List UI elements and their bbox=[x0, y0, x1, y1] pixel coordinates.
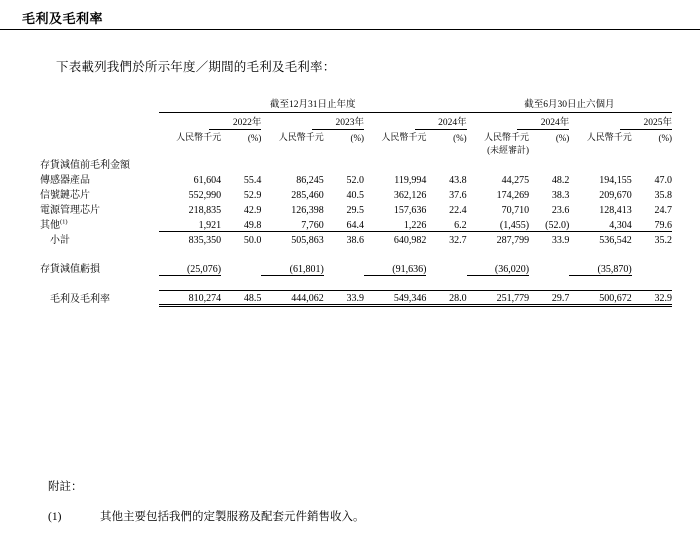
cell: 6.2 bbox=[454, 219, 467, 231]
cell: 49.8 bbox=[243, 219, 262, 231]
unit-2023: 人民幣千元 bbox=[278, 132, 324, 142]
row-group-title: 存貨減值前毛利金額 bbox=[40, 160, 130, 171]
cell: 285,460 bbox=[291, 190, 324, 201]
table-spacer bbox=[40, 275, 672, 290]
cell: 52.0 bbox=[346, 175, 365, 186]
notes-title: 附註： bbox=[48, 481, 83, 493]
cell: 43.8 bbox=[449, 175, 467, 186]
cell: (1,455) bbox=[499, 219, 530, 231]
row-group-title-row bbox=[40, 156, 672, 171]
cell: 194,155 bbox=[599, 175, 632, 186]
cell: 70,710 bbox=[501, 205, 530, 216]
unit-2024-interim: 人民幣千元 bbox=[484, 132, 530, 142]
cell: 61,604 bbox=[193, 175, 222, 186]
cell: 32.7 bbox=[426, 231, 466, 246]
footnote-marker: (1) bbox=[60, 218, 68, 226]
cell: 126,398 bbox=[291, 205, 324, 216]
row-label-other bbox=[40, 216, 159, 231]
unit-2022: 人民幣千元 bbox=[176, 132, 222, 142]
cell: 640,982 bbox=[364, 231, 426, 246]
table-header bbox=[40, 96, 672, 156]
cell: 209,670 bbox=[599, 190, 632, 201]
table-row-impairment bbox=[40, 260, 672, 275]
cell: 38.3 bbox=[551, 190, 570, 201]
cell: 50.0 bbox=[221, 231, 261, 246]
cell: 55.4 bbox=[243, 175, 262, 186]
year-2022: 2022年 bbox=[159, 114, 262, 130]
row-label-sensor: 傳感器產品 bbox=[40, 175, 90, 186]
cell: 1,921 bbox=[198, 219, 222, 231]
cell: (35,870) bbox=[569, 260, 631, 275]
cell: 157,636 bbox=[393, 205, 427, 216]
cell: 48.2 bbox=[551, 175, 570, 186]
cell: 52.9 bbox=[243, 190, 262, 201]
cell: 33.9 bbox=[324, 290, 364, 305]
cell: 37.6 bbox=[449, 190, 467, 201]
cell: 44,275 bbox=[501, 175, 530, 186]
cell: 22.4 bbox=[449, 205, 467, 216]
cell: 4,304 bbox=[609, 219, 632, 231]
cell bbox=[324, 260, 364, 275]
footnote-1-text: 其他主要包括我們的定製服務及配套元件銷售收入。 bbox=[100, 511, 365, 523]
cell: 38.6 bbox=[324, 231, 364, 246]
table-body bbox=[40, 156, 672, 305]
intro-paragraph: 下表載列我們於所示年度／期間的毛利及毛利率： bbox=[56, 60, 336, 74]
group-header-row bbox=[40, 96, 672, 114]
cell: 1,226 bbox=[403, 219, 427, 231]
footnote-1 bbox=[48, 508, 668, 524]
cell: 79.6 bbox=[654, 219, 672, 231]
unit-2024: 人民幣千元 bbox=[381, 132, 427, 142]
cell: 549,346 bbox=[364, 290, 426, 305]
pct-2024: (%) bbox=[453, 133, 467, 143]
cell: 810,274 bbox=[159, 290, 221, 305]
row-label-power-management: 電源管理芯片 bbox=[40, 205, 100, 216]
cell bbox=[221, 260, 261, 275]
group-header-interim: 截至6月30日止六個月 bbox=[467, 96, 672, 114]
row-label-gross-profit: 毛利及毛利率 bbox=[50, 294, 110, 305]
group-header-annual: 截至12月31日止年度 bbox=[159, 96, 467, 114]
cell: 536,542 bbox=[569, 231, 631, 246]
cell: 35.8 bbox=[654, 190, 672, 201]
row-label-other-text: 其他 bbox=[40, 220, 60, 231]
pct-2022: (%) bbox=[247, 133, 262, 143]
cell: 42.9 bbox=[243, 205, 262, 216]
cell: 835,350 bbox=[159, 231, 221, 246]
table-row-total bbox=[40, 290, 672, 305]
cell: 7,760 bbox=[301, 219, 324, 231]
page-title: 毛利及毛利率 bbox=[22, 11, 104, 26]
cell: 48.5 bbox=[221, 290, 261, 305]
table-row bbox=[40, 171, 672, 186]
unit-2025-interim: 人民幣千元 bbox=[586, 132, 632, 142]
table-row bbox=[40, 201, 672, 216]
cell: (36,020) bbox=[467, 260, 529, 275]
cell: 287,799 bbox=[467, 231, 529, 246]
cell bbox=[529, 260, 569, 275]
row-label-subtotal: 小計 bbox=[50, 235, 70, 246]
year-2024-interim: 2024年 bbox=[467, 114, 570, 130]
title-divider bbox=[0, 29, 700, 30]
cell bbox=[632, 260, 672, 275]
cell: 552,990 bbox=[188, 190, 222, 201]
cell: 444,062 bbox=[261, 290, 323, 305]
cell: 218,835 bbox=[188, 205, 222, 216]
pct-2023: (%) bbox=[350, 133, 365, 143]
financial-table bbox=[40, 96, 672, 307]
table-spacer bbox=[40, 246, 672, 260]
unit-header-row bbox=[40, 130, 672, 143]
cell: 505,863 bbox=[261, 231, 323, 246]
cell: (25,076) bbox=[159, 260, 221, 275]
cell: 362,126 bbox=[393, 190, 427, 201]
year-2024: 2024年 bbox=[364, 114, 467, 130]
cell: 32.9 bbox=[632, 290, 672, 305]
cell: 24.7 bbox=[654, 205, 672, 216]
cell: 29.5 bbox=[346, 205, 365, 216]
cell: 35.2 bbox=[632, 231, 672, 246]
cell: 500,672 bbox=[569, 290, 631, 305]
row-label-signal-chain: 信號鏈芯片 bbox=[40, 190, 90, 201]
table-row bbox=[40, 186, 672, 201]
year-header-row bbox=[40, 114, 672, 130]
footnote-1-number: (1) bbox=[48, 511, 62, 523]
pct-2024-interim: (%) bbox=[555, 133, 570, 143]
cell: (91,636) bbox=[364, 260, 426, 275]
unaudited-note: (未經審計) bbox=[487, 145, 530, 155]
cell: 47.0 bbox=[654, 175, 672, 186]
cell: 86,245 bbox=[296, 175, 324, 186]
cell: 40.5 bbox=[346, 190, 365, 201]
cell: 23.6 bbox=[551, 205, 570, 216]
cell: 119,994 bbox=[394, 175, 427, 186]
cell: 64.4 bbox=[346, 219, 365, 231]
row-label-impairment: 存貨減值虧損 bbox=[40, 264, 100, 275]
cell: 29.7 bbox=[529, 290, 569, 305]
cell: 33.9 bbox=[529, 231, 569, 246]
year-2023: 2023年 bbox=[261, 114, 364, 130]
cell: 174,269 bbox=[496, 190, 530, 201]
cell bbox=[426, 260, 466, 275]
cell: (52.0) bbox=[545, 219, 570, 231]
cell: 28.0 bbox=[426, 290, 466, 305]
table-row bbox=[40, 216, 672, 231]
cell: 251,779 bbox=[467, 290, 529, 305]
unaudited-row bbox=[40, 143, 672, 156]
cell: (61,801) bbox=[261, 260, 323, 275]
table-row-subtotal bbox=[40, 231, 672, 246]
cell: 128,413 bbox=[599, 205, 632, 216]
pct-2025-interim: (%) bbox=[658, 133, 672, 143]
year-2025-interim: 2025年 bbox=[569, 114, 672, 130]
